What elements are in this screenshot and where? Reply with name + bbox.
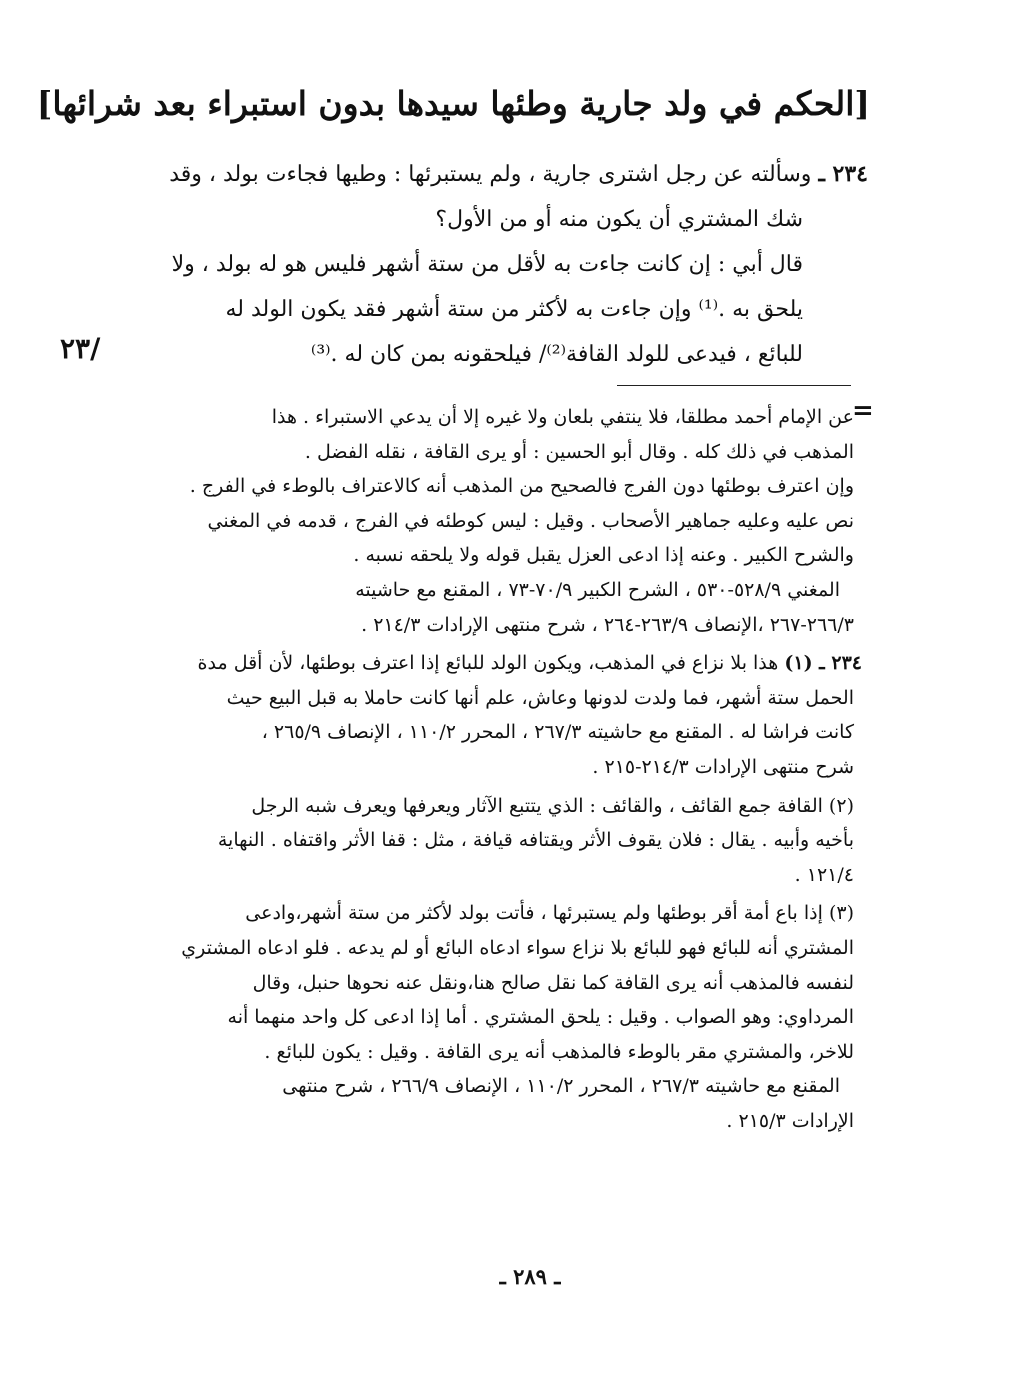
footnotes [138, 400, 862, 1138]
footnote-1-line: كانت فراشا له . المقنع مع حاشيته ٢٦٧/٣ ، المحرر ١١٠/٢ ، الإنصاف ٢٦٥/٩ ، [261, 721, 854, 744]
footnote-1-line [138, 646, 862, 681]
main-line-5: للبائع ، فيدعى للولد القافة⁽²⁾/ فيلحقونه بمن كان له .⁽³⁾ [310, 342, 803, 367]
footnote-1-text: هذا بلا نزاع في المذهب، ويكون الولد للبائع إذا اعترف بوطئها، لأن أقل مدة [197, 652, 779, 675]
footnote-1-number: ٢٣٤ ـ (١) [784, 652, 862, 675]
main-text [130, 152, 868, 377]
footnote-continuation-line: المذهب في ذلك كله . وقال أبو الحسين : أو يرى القافة ، نقله الفضل . [304, 440, 854, 463]
section-title: [الحكم في ولد جارية وطئها سيدها بدون استبراء بعد شرائها] [36, 84, 870, 123]
footnote-3-line: المرداوي: وهو الصواب . وقيل : يلحق المشتري . أما إذا ادعى كل واحد منهما أنه [227, 1006, 854, 1029]
page-number: ـ ٢٨٩ ـ [499, 1264, 561, 1289]
footnote-2-line: بأخيه وأبيه . يقال : فلان يقوف الأثر ويقتافه قيافة ، مثل : قفا الأثر واقتفاه . النهاية [217, 829, 854, 852]
footnote-1-line: الحمل ستة أشهر، فما ولدت لدونها وعاش، علم أنها كانت حاملا به قبل البيع حيث [226, 686, 854, 709]
footnote-continuation-line: والشرح الكبير . وعنه إذا ادعى العزل يقبل قوله ولا يلحقه نسبه . [353, 544, 854, 567]
footnote-continuation-line: المغني ٥٢٨/٩-٥٣٠ ، الشرح الكبير ٧٠/٩-٧٣ ، المقنع مع حاشيته [355, 578, 840, 601]
footnote-3-line: (٣) إذا باع أمة أقر بوطئها ولم يستبرئها ، فأتت بولد لأكثر من ستة أشهر،وادعى [245, 902, 854, 925]
footnote-2-line: (٢) القافة جمع القائف ، والقائف : الذي يتتبع الآثار ويعرفها ويعرف شبه الرجل [251, 794, 854, 817]
main-line-4: يلحق به .⁽¹⁾ وإن جاءت به لأكثر من ستة أشهر فقد يكون الولد له [225, 297, 803, 322]
footnote-separator [617, 385, 851, 386]
main-line-3: قال أبي : إن كانت جاءت به لأقل من ستة أشهر فليس هو له بولد ، ولا [171, 252, 803, 277]
footnote-continuation-line: وإن اعترف بوطئها دون الفرج فالصحيح من المذهب أنه كالاعتراف بالوطء في الفرج . [189, 475, 854, 498]
footnote-continuation-line: ٢٦٦/٣-٢٦٧ ،الإنصاف ٢٦٣/٩-٢٦٤ ، شرح منتهى الإرادات ٢١٤/٣ . [361, 613, 854, 636]
footnote-3-line: المشتري أنه للبائع فهو للبائع بلا نزاع سواء ادعاه البائع أو لم يدعه . فلو ادعاه المشتري [181, 936, 854, 959]
footnote-continuation-line: عن الإمام أحمد مطلقا، فلا ينتفي بلعان ولا غيره إلا أن يدعي الاستبراء . هذا [271, 406, 854, 428]
footnote-3-line: للاخر، والمشتري مقر بالوطء فالمذهب أنه يرى القافة . وقيل : يكون للبائع . [264, 1040, 854, 1063]
footnote-3-line: المقنع مع حاشيته ٢٦٧/٣ ، المحرر ١١٠/٢ ، الإنصاف ٢٦٦/٩ ، شرح منتهى [282, 1075, 840, 1098]
footnote-continuation-line: نص عليه وعليه جماهير الأصحاب . وقيل : ليس كوطئه في الفرج ، قدمه في المغني [207, 509, 854, 532]
footnote-1-line: شرح منتهى الإرادات ٢١٤/٣-٢١٥ . [592, 755, 854, 778]
manuscript-folio-marker: ٢٣/ [60, 332, 101, 365]
continuation-mark: = [852, 396, 874, 426]
main-line-2: شك المشتري أن يكون منه أو من الأول؟ [435, 207, 803, 232]
issue-number: ٢٣٤ ـ [818, 161, 868, 187]
footnote-3-line: الإرادات ٢١٥/٣ . [726, 1109, 854, 1132]
main-line-1 [130, 152, 868, 197]
main-line-text: وسألته عن رجل اشترى جارية ، ولم يستبرئها : وطيها فجاءت بولد ، وقد [169, 162, 812, 187]
footnote-3-line: لنفسه فالمذهب أنه يرى القافة كما نقل صالح هنا،ونقل عنه نحوها حنبل، وقال [252, 971, 854, 994]
footnote-2-line: ١٢١/٤ . [794, 863, 854, 886]
